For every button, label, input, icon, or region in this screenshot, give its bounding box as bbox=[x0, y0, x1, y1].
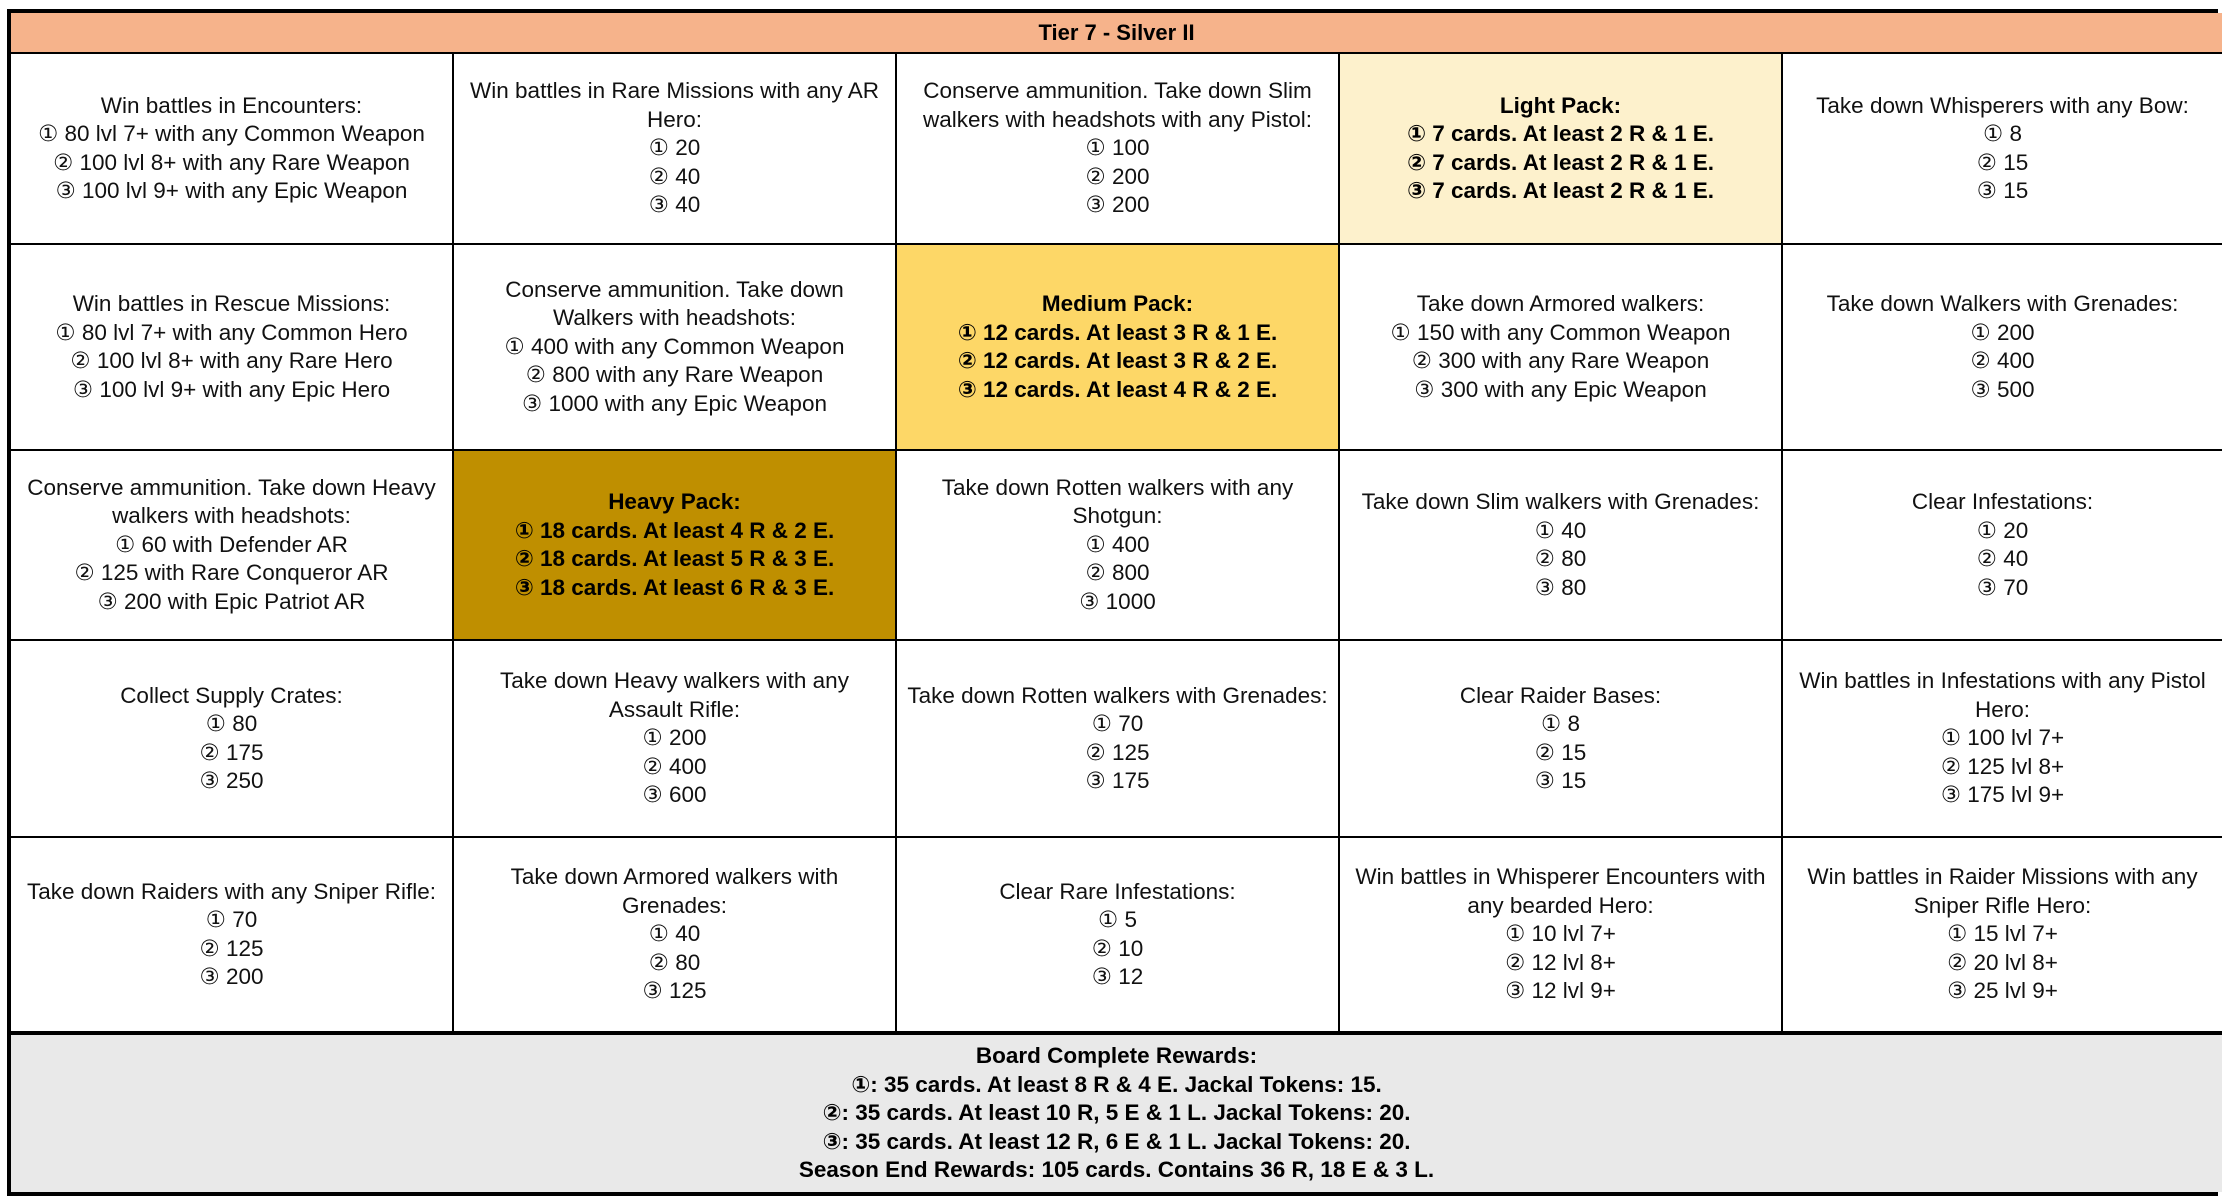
cell-content bbox=[905, 77, 1330, 220]
reward-line: ② 18 cards. At least 5 R & 3 E. bbox=[514, 546, 835, 571]
cell-heading: Win battles in Raider Missions with any Sniper Rifle Hero: bbox=[1807, 864, 2198, 918]
reward-line: ③ 80 bbox=[1534, 574, 1587, 600]
cell-heading: Take down Armored walkers: bbox=[1416, 291, 1705, 316]
reward-line: ② 15 bbox=[1976, 149, 2029, 175]
cell-content bbox=[462, 488, 887, 602]
cell-heading: Medium Pack: bbox=[1041, 291, 1194, 316]
reward-line: ③ 18 cards. At least 6 R & 3 E. bbox=[514, 574, 835, 600]
cell-heading: Take down Whisperers with any Bow: bbox=[1816, 92, 2189, 118]
reward-line: ③ 100 lvl 9+ with any Epic Weapon bbox=[55, 178, 408, 203]
tier-board bbox=[7, 9, 2218, 1196]
challenge-cell bbox=[1340, 838, 1783, 1035]
challenge-cell bbox=[1783, 838, 2222, 1035]
reward-line: ① 70 bbox=[1091, 711, 1144, 736]
cell-content bbox=[905, 290, 1330, 404]
footer-reward-line: ③: 35 cards. At least 12 R, 6 E & 1 L. Jackal Tokens: 20. bbox=[822, 1128, 1411, 1154]
reward-line: ② 80 bbox=[1534, 546, 1587, 571]
footer-reward-line: ①: 35 cards. At least 8 R & 4 E. Jackal Tokens: 15. bbox=[851, 1071, 1382, 1097]
challenge-cell bbox=[897, 838, 1340, 1035]
cell-content bbox=[462, 77, 887, 220]
reward-line: ② 12 lvl 8+ bbox=[1505, 949, 1616, 975]
challenge-cell bbox=[454, 838, 897, 1035]
cell-heading: Take down Rotten walkers with any Shotgun: bbox=[941, 474, 1294, 529]
cell-content bbox=[1348, 863, 1773, 1006]
reward-line: ① 60 with Defender AR bbox=[115, 531, 348, 557]
challenge-cell bbox=[454, 641, 897, 838]
heavy-pack-cell bbox=[454, 451, 897, 641]
cell-content bbox=[19, 474, 444, 617]
cell-content bbox=[462, 276, 887, 419]
reward-line: ② 300 with any Rare Weapon bbox=[1411, 348, 1710, 373]
cell-heading: Win battles in Rare Missions with any AR Hero: bbox=[470, 78, 879, 132]
reward-line: ② 125 lvl 8+ bbox=[1940, 753, 2065, 779]
reward-line: ② 800 bbox=[1085, 560, 1150, 586]
challenge-cell bbox=[11, 245, 454, 451]
board-title: Tier 7 - Silver II bbox=[11, 13, 2222, 54]
cell-heading: Take down Raiders with any Sniper Rifle: bbox=[27, 878, 436, 904]
reward-line: ③ 12 bbox=[1091, 964, 1144, 989]
cell-content bbox=[19, 682, 444, 796]
reward-line: ① 12 cards. At least 3 R & 1 E. bbox=[957, 319, 1278, 345]
reward-line: ① 15 lvl 7+ bbox=[1947, 921, 2058, 947]
cell-heading: Collect Supply Crates: bbox=[120, 682, 343, 708]
cell-content bbox=[1791, 863, 2214, 1006]
reward-line: ③ 250 bbox=[199, 768, 264, 793]
reward-line: ② 10 bbox=[1091, 935, 1144, 961]
challenge-cell bbox=[1783, 245, 2222, 451]
challenge-cell bbox=[11, 54, 454, 245]
cell-content bbox=[1348, 488, 1773, 602]
reward-line: ③ 200 bbox=[1085, 192, 1150, 218]
reward-line: ① 40 bbox=[648, 921, 701, 947]
reward-line: ③ 12 cards. At least 4 R & 2 E. bbox=[957, 376, 1278, 402]
reward-line: ① 20 bbox=[648, 135, 701, 161]
challenge-cell bbox=[11, 838, 454, 1035]
footer-heading: Board Complete Rewards: bbox=[975, 1043, 1258, 1069]
cell-content bbox=[905, 474, 1330, 617]
cell-heading: Take down Walkers with Grenades: bbox=[1826, 291, 2179, 316]
cell-content bbox=[905, 682, 1330, 796]
challenge-cell bbox=[11, 451, 454, 641]
reward-line: ① 100 bbox=[1085, 135, 1150, 161]
reward-line: ③ 1000 bbox=[1079, 588, 1156, 614]
reward-line: ③ 100 lvl 9+ with any Epic Hero bbox=[72, 376, 391, 402]
cell-content bbox=[1348, 682, 1773, 796]
cell-content bbox=[19, 878, 444, 992]
reward-line: ③ 12 lvl 9+ bbox=[1505, 978, 1616, 1004]
cell-content bbox=[1791, 92, 2214, 206]
reward-line: ① 80 lvl 7+ with any Common Weapon bbox=[38, 121, 425, 146]
reward-line: ① 150 with any Common Weapon bbox=[1390, 319, 1731, 345]
cell-heading: Clear Raider Bases: bbox=[1459, 682, 1662, 708]
reward-line: ③ 600 bbox=[642, 782, 707, 808]
reward-line: ③ 15 bbox=[1534, 768, 1587, 793]
challenge-cell bbox=[454, 245, 897, 451]
challenge-cell bbox=[1340, 451, 1783, 641]
reward-line: ① 400 bbox=[1085, 531, 1150, 557]
challenge-cell bbox=[1340, 641, 1783, 838]
cell-heading: Take down Slim walkers with Grenades: bbox=[1361, 489, 1760, 514]
cell-heading: Clear Infestations: bbox=[1911, 489, 2094, 514]
reward-line: ② 100 lvl 8+ with any Rare Hero bbox=[70, 348, 393, 373]
reward-line: ① 8 bbox=[1983, 121, 2022, 146]
cell-heading: Win battles in Infestations with any Pistol Hero: bbox=[1799, 668, 2206, 722]
cell-content bbox=[1348, 92, 1773, 206]
cell-content bbox=[19, 290, 444, 404]
reward-line: ② 15 bbox=[1534, 739, 1587, 765]
challenge-cell bbox=[1783, 641, 2222, 838]
reward-line: ① 18 cards. At least 4 R & 2 E. bbox=[514, 517, 835, 543]
reward-line: ② 40 bbox=[1976, 546, 2029, 571]
challenge-cell bbox=[897, 451, 1340, 641]
cell-heading: Take down Rotten walkers with Grenades: bbox=[907, 682, 1328, 708]
reward-line: ③ 175 bbox=[1085, 768, 1150, 793]
cell-heading: Heavy Pack: bbox=[608, 489, 741, 514]
cell-content bbox=[19, 92, 444, 206]
reward-line: ② 200 bbox=[1085, 163, 1150, 189]
cell-heading: Take down Armored walkers with Grenades: bbox=[510, 864, 839, 918]
reward-line: ③ 40 bbox=[648, 192, 701, 218]
cell-heading: Light Pack: bbox=[1499, 92, 1622, 118]
cell-heading: Take down Heavy walkers with any Assault Rifle: bbox=[500, 668, 849, 722]
reward-line: ① 80 lvl 7+ with any Common Hero bbox=[55, 319, 408, 345]
challenge-cell bbox=[1783, 54, 2222, 245]
cell-heading: Win battles in Encounters: bbox=[100, 92, 363, 118]
board-complete-rewards bbox=[11, 1035, 2222, 1192]
reward-line: ② 100 lvl 8+ with any Rare Weapon bbox=[53, 149, 410, 175]
cell-content bbox=[462, 667, 887, 810]
cell-heading: Win battles in Whisperer Encounters with any bearded Hero: bbox=[1355, 864, 1766, 918]
reward-line: ② 125 bbox=[1085, 739, 1150, 765]
reward-line: ① 80 bbox=[205, 711, 258, 736]
reward-line: ② 125 with Rare Conqueror AR bbox=[74, 560, 389, 586]
reward-line: ② 125 bbox=[199, 935, 264, 961]
cell-heading: Win battles in Rescue Missions: bbox=[72, 291, 391, 316]
reward-line: ② 400 bbox=[642, 753, 707, 779]
reward-line: ③ 1000 with any Epic Weapon bbox=[522, 390, 827, 416]
cell-content bbox=[1791, 667, 2214, 810]
reward-line: ③ 300 with any Epic Weapon bbox=[1414, 376, 1707, 402]
reward-line: ① 40 bbox=[1534, 517, 1587, 543]
reward-line: ② 80 bbox=[648, 949, 701, 975]
cell-heading: Conserve ammunition. Take down Slim walkers with headshots with any Pistol: bbox=[923, 78, 1312, 132]
cell-content bbox=[905, 878, 1330, 992]
reward-line: ① 7 cards. At least 2 R & 1 E. bbox=[1406, 121, 1715, 146]
cell-heading: Conserve ammunition. Take down Heavy walkers with headshots: bbox=[27, 474, 436, 529]
cell-content bbox=[1791, 488, 2214, 602]
footer-reward-line: Season End Rewards: 105 cards. Contains 36 R, 18 E & 3 L. bbox=[798, 1157, 1435, 1183]
cell-content bbox=[1348, 290, 1773, 404]
reward-line: ③ 7 cards. At least 2 R & 1 E. bbox=[1406, 178, 1715, 203]
reward-line: ① 200 bbox=[1970, 319, 2035, 345]
challenge-cell bbox=[1783, 451, 2222, 641]
cell-heading: Clear Rare Infestations: bbox=[999, 878, 1236, 904]
challenge-cell bbox=[454, 54, 897, 245]
reward-line: ② 800 with any Rare Weapon bbox=[525, 362, 824, 388]
challenge-cell bbox=[897, 54, 1340, 245]
cell-heading: Conserve ammunition. Take down Walkers with headshots: bbox=[505, 276, 844, 331]
reward-line: ③ 175 lvl 9+ bbox=[1940, 782, 2065, 808]
challenge-cell bbox=[1340, 245, 1783, 451]
reward-line: ① 100 lvl 7+ bbox=[1940, 725, 2065, 751]
cell-content bbox=[1791, 290, 2214, 404]
reward-line: ② 400 bbox=[1970, 348, 2035, 373]
reward-line: ③ 70 bbox=[1976, 574, 2029, 600]
reward-line: ① 200 bbox=[642, 725, 707, 751]
reward-line: ③ 500 bbox=[1970, 376, 2035, 402]
reward-line: ③ 200 with Epic Patriot AR bbox=[97, 588, 366, 614]
reward-line: ③ 25 lvl 9+ bbox=[1947, 978, 2058, 1004]
footer-content bbox=[799, 1042, 1434, 1185]
reward-line: ② 12 cards. At least 3 R & 2 E. bbox=[957, 348, 1278, 373]
light-pack-cell bbox=[1340, 54, 1783, 245]
reward-line: ② 40 bbox=[648, 163, 701, 189]
cell-content bbox=[462, 863, 887, 1006]
reward-line: ② 7 cards. At least 2 R & 1 E. bbox=[1406, 149, 1715, 175]
reward-line: ③ 15 bbox=[1976, 178, 2029, 203]
reward-line: ① 70 bbox=[205, 907, 258, 932]
reward-line: ① 10 lvl 7+ bbox=[1505, 921, 1616, 947]
challenge-cell bbox=[11, 641, 454, 838]
reward-line: ① 400 with any Common Weapon bbox=[504, 333, 845, 359]
medium-pack-cell bbox=[897, 245, 1340, 451]
reward-line: ② 20 lvl 8+ bbox=[1947, 949, 2058, 975]
reward-line: ③ 125 bbox=[642, 978, 707, 1004]
reward-line: ② 175 bbox=[199, 739, 264, 765]
challenge-cell bbox=[897, 641, 1340, 838]
footer-reward-line: ②: 35 cards. At least 10 R, 5 E & 1 L. Jackal Tokens: 20. bbox=[822, 1100, 1411, 1126]
reward-line: ① 8 bbox=[1541, 711, 1580, 736]
reward-line: ③ 200 bbox=[199, 964, 264, 989]
reward-line: ① 5 bbox=[1098, 907, 1137, 932]
reward-line: ① 20 bbox=[1976, 517, 2029, 543]
